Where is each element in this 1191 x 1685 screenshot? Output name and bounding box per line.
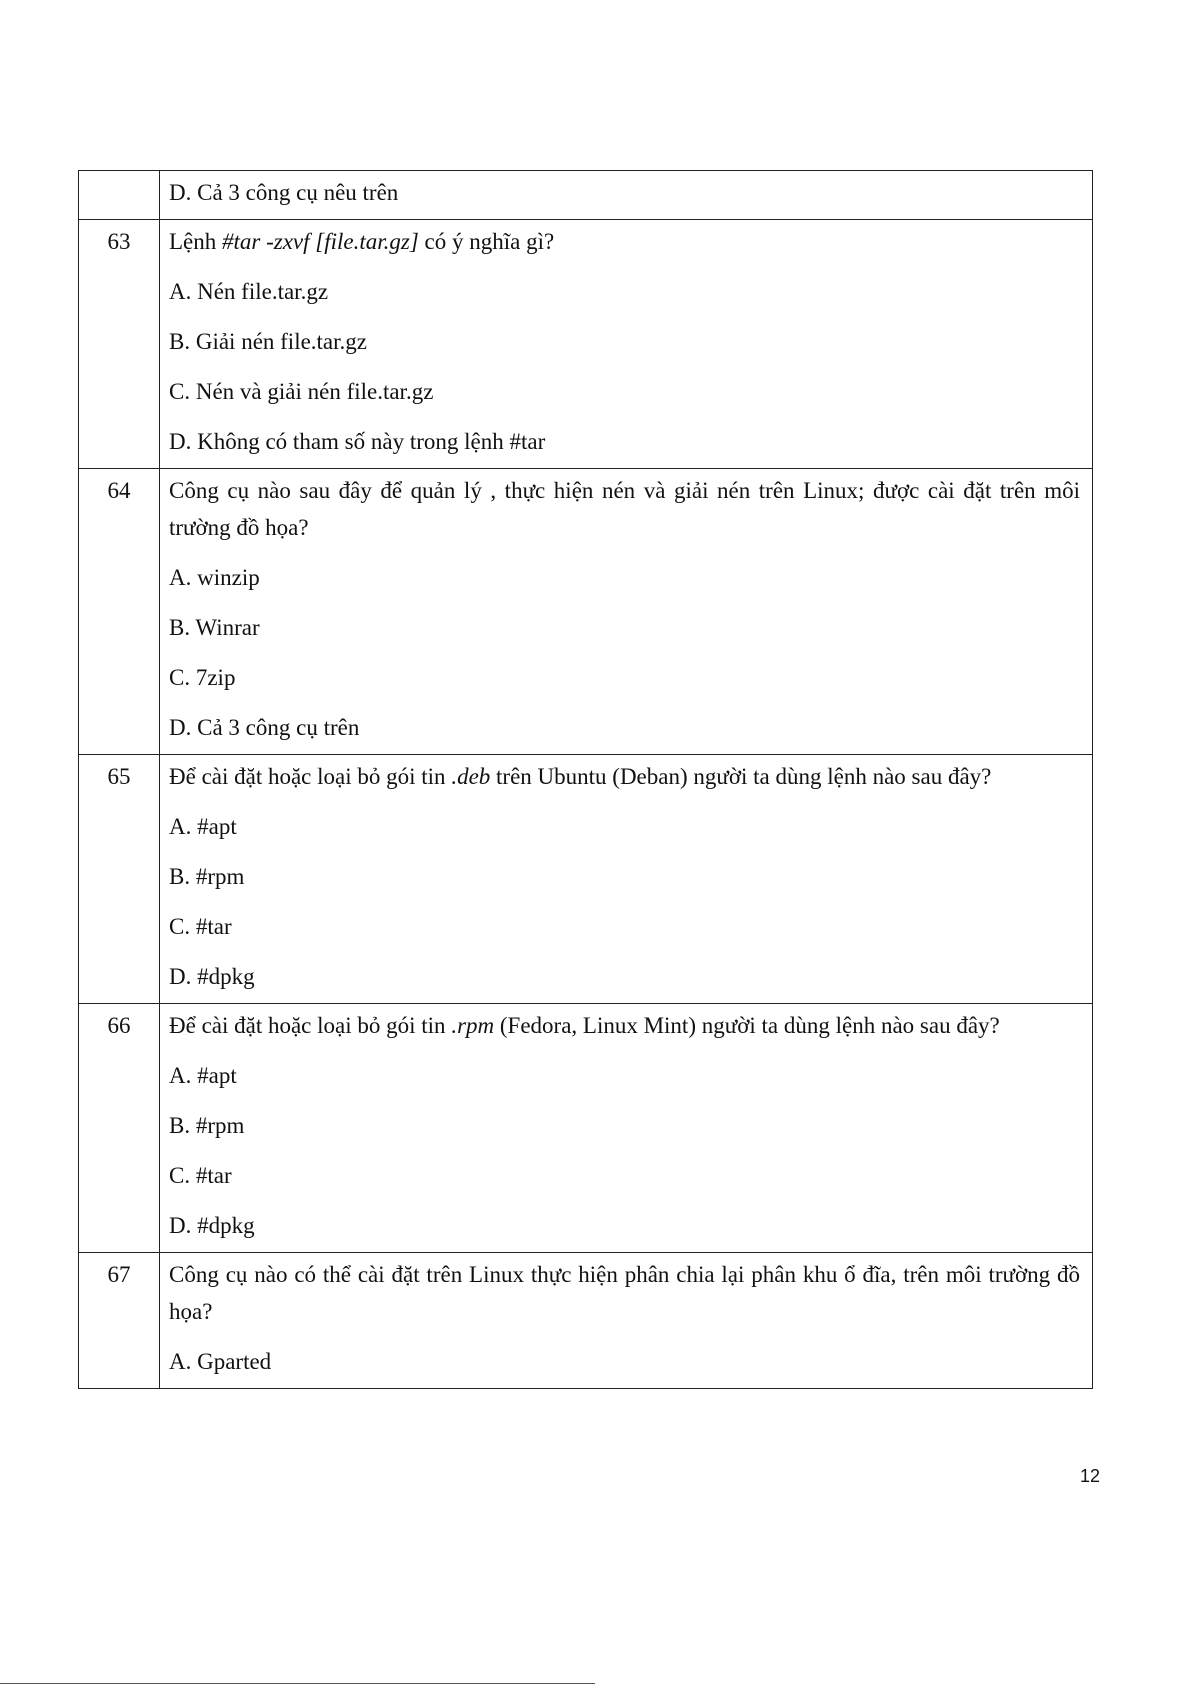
question-number: 64 [79,469,160,755]
answer-option: D. Không có tham số này trong lệnh #tar [169,429,546,454]
table-row [79,755,1093,1004]
answer-option: C. #tar [169,914,232,939]
question-body-cell [160,755,1093,1004]
footnote-divider [0,1683,595,1684]
question-text: Công cụ nào sau đây để quản lý , thực hiện nén và giải nén trên Linux; được cài đặt trên môi trường đồ họa? [169,478,1080,540]
page-number: 12 [1080,1466,1101,1486]
answer-option: D. #dpkg [169,964,255,989]
answer-option: C. #tar [169,1163,232,1188]
table-row [79,1004,1093,1253]
question-body-cell [160,1253,1093,1389]
question-number: 66 [79,1004,160,1253]
question-text: Công cụ nào có thể cài đặt trên Linux thực hiện phân chia lại phân khu ổ đĩa, trên môi trường đồ họa? [169,1262,1080,1324]
answer-option: C. 7zip [169,665,236,690]
question-number-cell [79,171,160,220]
command-text: #tar -zxvf [file.tar.gz] [222,229,419,254]
question-body-cell [160,1004,1093,1253]
table-row [79,469,1093,755]
answer-option: B. Winrar [169,615,260,640]
file-extension: .deb [451,764,491,789]
question-text: Lệnh #tar -zxvf [file.tar.gz] có ý nghĩa gì? [169,229,555,254]
answer-option: A. Nén file.tar.gz [169,279,329,304]
question-body-cell [160,469,1093,755]
table-row [79,220,1093,469]
table-row [79,171,1093,220]
question-number: 67 [79,1253,160,1389]
answer-option: A. winzip [169,565,260,590]
answer-option: D. Cả 3 công cụ trên [169,715,360,740]
question-number: 63 [79,220,160,469]
table-row [79,1253,1093,1389]
answer-option: B. #rpm [169,864,245,889]
question-table [78,170,1093,1389]
file-extension: .rpm [451,1013,495,1038]
question-number: 65 [79,755,160,1004]
answer-option: A. #apt [169,814,237,839]
answer-option: B. Giải nén file.tar.gz [169,329,367,354]
question-body-cell [160,171,1093,220]
answer-option: B. #rpm [169,1113,245,1138]
answer-option: A. Gparted [169,1349,272,1374]
continuation-option: D. Cả 3 công cụ nêu trên [169,180,399,205]
question-text: Để cài đặt hoặc loại bỏ gói tin .rpm (Fedora, Linux Mint) người ta dùng lệnh nào sau đây? [169,1013,1000,1038]
answer-option: A. #apt [169,1063,237,1088]
question-body-cell [160,220,1093,469]
answer-option: D. #dpkg [169,1213,255,1238]
answer-option: C. Nén và giải nén file.tar.gz [169,379,434,404]
question-text: Để cài đặt hoặc loại bỏ gói tin .deb trên Ubuntu (Deban) người ta dùng lệnh nào sau đây? [169,764,992,789]
